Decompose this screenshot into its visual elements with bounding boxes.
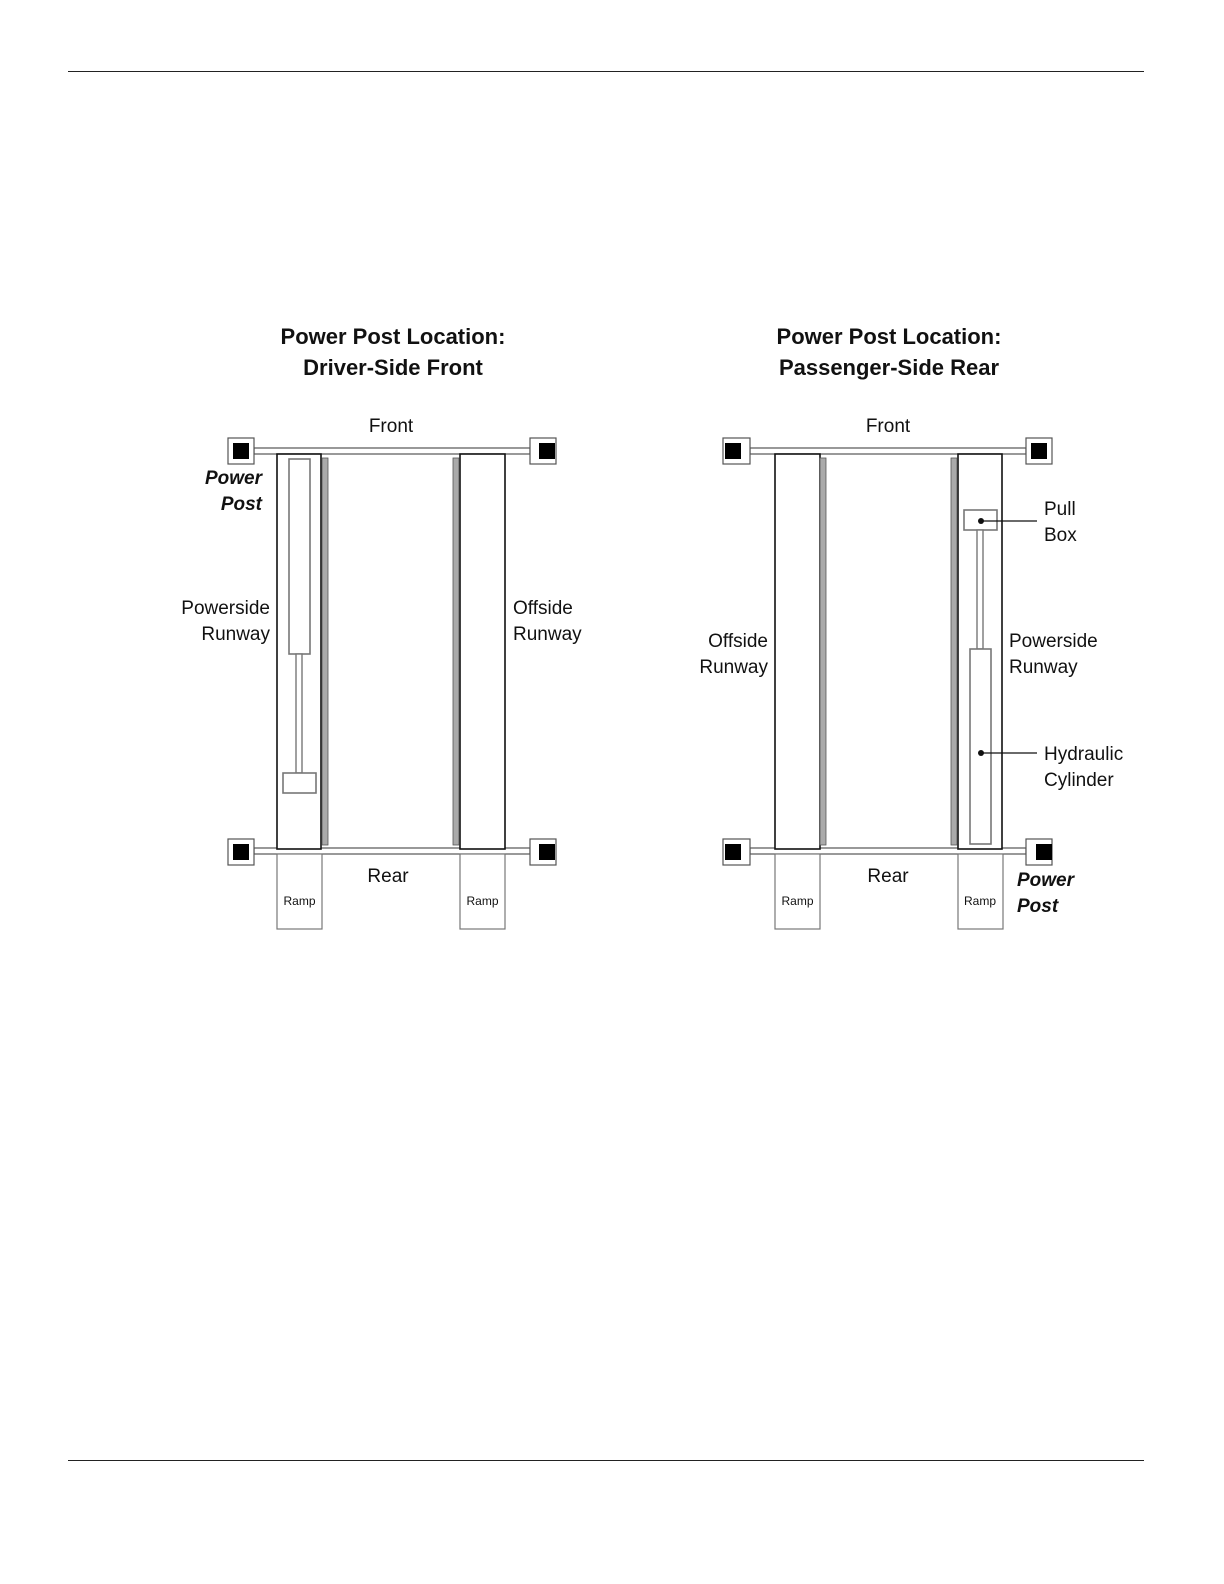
diagram-1-title-line2: Driver-Side Front [303,355,483,380]
diagram-2-title [679,321,1099,383]
powerside-label-line1: Powerside [181,598,270,619]
power-post-label-line2: Post [1017,896,1059,917]
post-front-right [1026,438,1052,464]
power-post-label-line2: Post [220,494,262,515]
ramp-left [775,854,820,929]
cylinder-rod [296,654,302,773]
diagram-2-title-line1: Power Post Location: [776,324,1002,349]
post-rear-right [1026,839,1052,865]
post-rear-left [723,839,750,865]
powerside-runway-rail [951,458,957,845]
ramp-left [277,854,322,929]
post-rear-left [228,839,254,865]
diagram-1 [181,416,582,929]
cylinder-rod [977,530,983,649]
diagram-1-title [183,321,603,383]
front-label: Front [865,416,911,437]
post-front-left [723,438,750,464]
offside-runway-rail [820,458,826,845]
diagram-2 [699,416,1123,929]
powerside-label-line2: Runway [201,624,270,645]
offside-label-line2: Runway [513,624,582,645]
hydraulic-label-line2: Cylinder [1044,770,1114,791]
offside-label-line2: Runway [699,657,768,678]
front-label: Front [368,416,414,437]
powerside-label-line1: Powerside [1009,631,1098,652]
ramp-right [460,854,505,929]
pull-box-label-line2: Box [1044,525,1077,546]
post-front-left [228,438,254,464]
powerside-label-line2: Runway [1009,657,1078,678]
power-post-label-line1: Power [1017,870,1075,891]
front-crossbar [254,448,530,454]
post-front-right [530,438,556,464]
offside-runway [775,454,820,849]
pull-box-label-line1: Pull [1044,499,1076,520]
pull-box [283,773,316,793]
offside-runway-rail [453,458,459,845]
ramp-right-label: Ramp [466,894,499,908]
power-post-label-line1: Power [204,468,262,489]
front-crossbar [750,448,1026,454]
offside-label-line1: Offside [708,631,768,652]
offside-runway [460,454,505,849]
diagram-1-title-line1: Power Post Location: [280,324,506,349]
hydraulic-label-line1: Hydraulic [1044,744,1124,765]
ramp-left-label: Ramp [781,894,814,908]
lift-diagrams [0,400,1224,960]
footer-rule [68,1460,1144,1461]
powerside-runway-rail [322,458,328,845]
header-rule [68,71,1144,72]
hydraulic-cylinder [289,459,310,654]
offside-label-line1: Offside [513,598,573,619]
ramp-right-label: Ramp [963,894,997,908]
diagram-2-title-line2: Passenger-Side Rear [778,355,1000,380]
post-rear-right [530,839,556,865]
ramp-left-label: Ramp [283,894,316,908]
rear-label: Rear [367,866,409,887]
rear-label: Rear [867,866,909,887]
ramp-right [958,854,1003,929]
hydraulic-cylinder [970,649,991,844]
